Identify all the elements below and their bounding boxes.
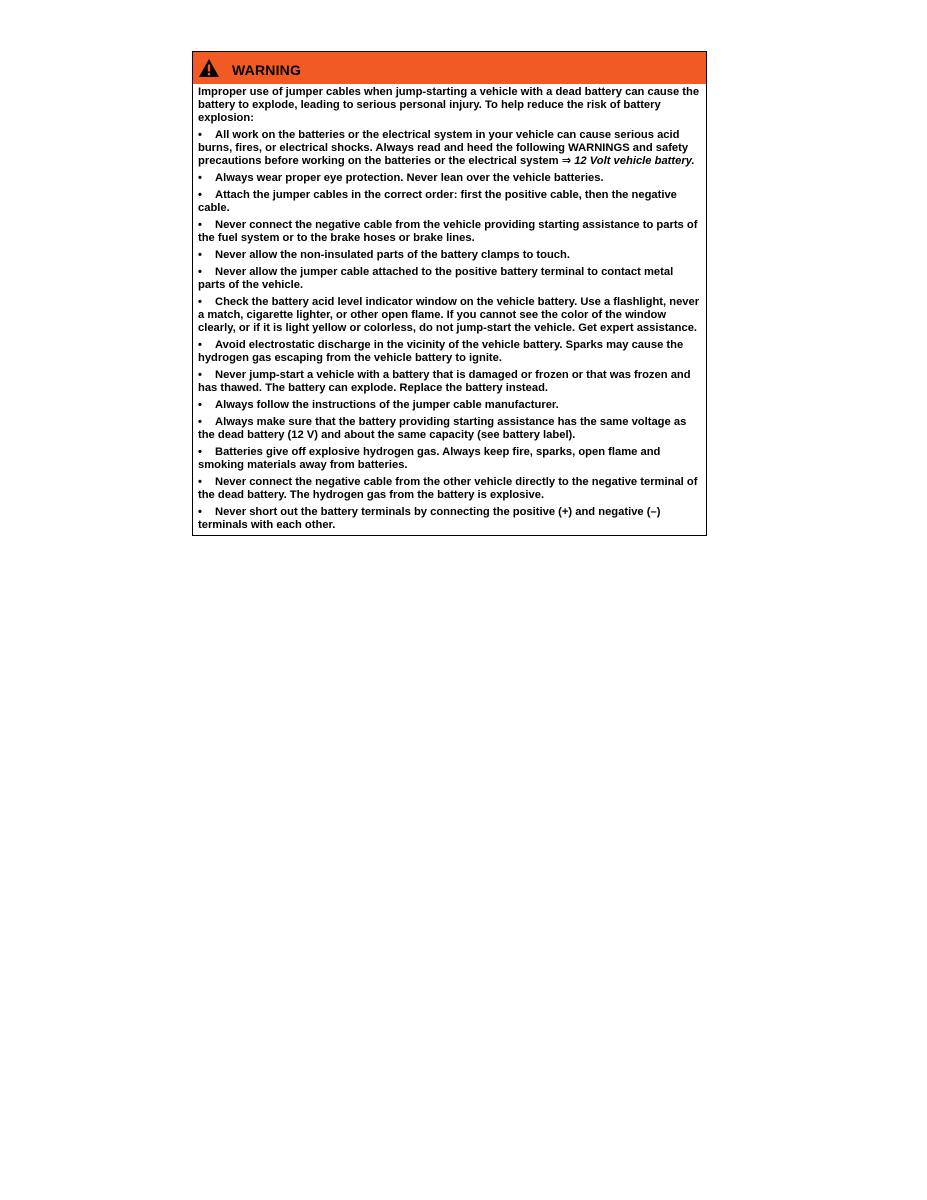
warning-list-item [198,266,701,292]
bullet-icon: • [198,189,202,201]
warning-item-text: Avoid electrostatic discharge in the vicinity of the vehicle battery. Sparks may cause the hydrogen gas escaping from the vehicle battery to ignite. [198,339,684,364]
bullet-icon: • [198,129,202,141]
bullet-icon: • [198,446,202,458]
warning-body [193,84,706,535]
warning-list-item [198,129,701,168]
bullet-icon: • [198,172,202,184]
warning-list-item [198,369,701,395]
bullet-icon: • [198,506,202,518]
warning-item-text: Never jump-start a vehicle with a battery that is damaged or frozen or that was frozen and has thawed. The battery can explode. Replace the battery instead. [198,369,691,394]
warning-list-item [198,506,701,532]
warning-list-item [198,219,701,245]
warning-list-item [198,446,701,472]
warning-item-text: Always wear proper eye protection. Never lean over the vehicle batteries. [215,172,604,184]
warning-item-text: All work on the batteries or the electrical system in your vehicle can cause serious acid burns, fires, or electrical shocks. Always read and heed the following WARNINGS and safety precautions before working on the batteries or the electrical system [198,129,689,167]
warning-intro: Improper use of jumper cables when jump-starting a vehicle with a dead battery can cause the battery to explode, leading to serious personal injury. To help reduce the risk of battery explosion: [198,86,700,124]
warning-item-text: Check the battery acid level indicator window on the vehicle battery. Use a flashlight, never a match, cigarette lighter, or other open flame. If you cannot see the color of the window clearly, or if it is light yellow or colorless, do not jump-start the vehicle. Get expert assistance. [198,296,700,334]
warning-header [193,52,706,84]
reference-arrow-icon: ⇒ [561,155,572,167]
warning-item-text: Never connect the negative cable from the vehicle providing starting assistance to parts of the fuel system or to the brake hoses or brake lines. [198,219,698,244]
cross-reference-link[interactable]: 12 Volt vehicle battery [574,155,692,167]
bullet-icon: • [198,296,202,308]
warning-title: WARNING [232,62,302,78]
warning-item-text: Never allow the jumper cable attached to the positive battery terminal to contact metal parts of the vehicle. [198,266,674,291]
warning-list-item [198,416,701,442]
bullet-icon: • [198,219,202,231]
bullet-icon: • [198,249,202,261]
warning-item-text: Batteries give off explosive hydrogen gas. Always keep fire, sparks, open flame and smoking materials away from batteries. [198,446,661,471]
warning-item-text: Attach the jumper cables in the correct order: first the positive cable, then the negative cable. [198,189,677,214]
warning-list-item [198,189,701,215]
bullet-icon: • [198,399,202,411]
warning-item-text: Never connect the negative cable from the other vehicle directly to the negative terminal of the dead battery. The hydrogen gas from the battery is explosive. [198,476,698,501]
bullet-icon: • [198,416,202,428]
warning-list-item [198,172,701,185]
warning-list-item [198,249,701,262]
reference-suffix: . [691,155,695,167]
warning-list [198,129,701,532]
warning-triangle-icon [198,58,220,78]
warning-list-item [198,399,701,412]
warning-list-item [198,339,701,365]
warning-item-text: Never short out the battery terminals by connecting the positive (+) and negative (–) terminals with each other. [198,506,661,531]
warning-list-item [198,476,701,502]
warning-item-text: Never allow the non-insulated parts of the battery clamps to touch. [215,249,570,261]
bullet-icon: • [198,266,202,278]
bullet-icon: • [198,369,202,381]
warning-box [192,51,707,536]
warning-item-text: Always make sure that the battery providing starting assistance has the same voltage as the dead battery (12 V) and about the same capacity (see battery label). [198,416,687,441]
bullet-icon: • [198,476,202,488]
bullet-icon: • [198,339,202,351]
warning-item-text: Always follow the instructions of the jumper cable manufacturer. [215,399,559,411]
warning-list-item [198,296,701,335]
